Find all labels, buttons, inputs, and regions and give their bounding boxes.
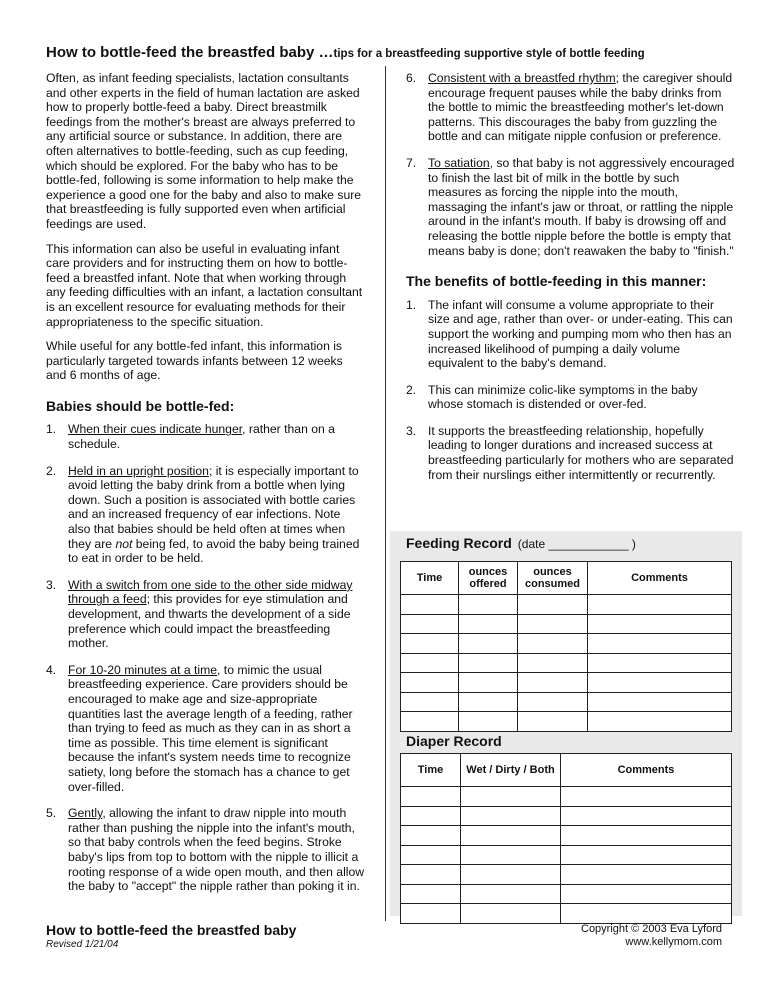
table-cell[interactable] [518,653,588,673]
table-cell[interactable] [588,634,732,654]
item-lead: With a switch from one side to the other side midway through a feed [68,577,353,607]
column-header: ounces consumed [518,562,588,595]
table-cell[interactable] [461,787,561,807]
table-cell[interactable] [459,653,518,673]
item-lead: To satiation [428,155,490,170]
table-cell[interactable] [518,673,588,693]
table-cell[interactable] [401,826,461,846]
diaper-record-title: Diaper Record [406,733,502,749]
diaper-record-table [400,753,732,924]
title-main: How to bottle-feed the breastfed baby … [46,44,334,61]
revised-date: Revised 1/21/04 [46,939,119,950]
list-item [46,464,366,566]
table-cell[interactable] [401,806,461,826]
list-item [406,156,736,258]
table-cell[interactable] [401,904,461,924]
table-row [401,595,732,615]
table-cell[interactable] [588,673,732,693]
table-cell[interactable] [401,865,461,885]
table-row [401,806,732,826]
table-row [401,904,732,924]
copyright: Copyright © 2003 Eva Lyford [581,923,722,935]
item-text: , so that baby is not aggressively encouraged to finish the last bit of milk in the bottle by such measures as forcing the nipple into the mouth, massaging the infant's jaw or throat, or rattling the nipple around in the infant's mouth. If baby is drowsing off and releasing the bottle nipple before the bottle is empty that means baby is done; don't reawaken the baby to "finish." [428,155,735,258]
table-cell[interactable] [459,595,518,615]
title-subtitle: tips for a breastfeeding supportive style of bottle feeding [333,48,645,60]
table-row [401,845,732,865]
table-cell[interactable] [561,865,732,885]
column-divider [385,66,386,921]
column-header: Comments [588,562,732,595]
intro-paragraph: Often, as infant feeding specialists, lactation consultants and other experts in the field of human lactation are asked how to properly bottle-feed a baby. Direct breastmilk feedings from the mother's breast are always preferred to any artificial source or substance. In addition, there are often alternatives to bottle-feeding, such as cup feeding, which should be explored. For the baby who has to be bottle-fed, following is some information to help make the experience a good one for the baby and also to make sure that breastfeeding is fully supported even when artificial feedings are used. [46,71,362,231]
item-lead: For 10-20 minutes at a time [68,662,218,677]
item-text: ; it is especially important to avoid letting the baby drink from a bottle when lying down. Such a position is associated with bottle caries and an increased frequency of ear infections. Note also that babies should be held often at times when they are [68,463,359,551]
item-number: 2. [406,382,417,397]
table-cell[interactable] [561,904,732,924]
footer-title: How to bottle-feed the breastfed baby [46,922,297,938]
feeding-record-date: (date ____________ ) [517,537,636,551]
item-number: 1. [406,297,417,312]
list-item [46,663,366,794]
table-cell[interactable] [518,614,588,634]
feeding-record-label: Feeding Record [406,535,512,551]
item-text: It supports the breastfeeding relationship, hopefully leading to longer durations and increased success at breastfeeding particularly for mothers who are separated from their nurslings either intermittently or recurrently. [428,423,734,482]
item-emphasis: not [115,536,133,551]
table-cell[interactable] [561,787,732,807]
item-text: , allowing the infant to draw nipple into mouth rather than pushing the nipple into the infant's mouth, so that baby controls when the feed begins. Stroke baby's lips from top to bottom with the nipple to illicit a rooting response of a wide open mouth, and then allow the baby to "accept" the nipple rather than poking it in. [68,806,365,894]
table-cell[interactable] [461,865,561,885]
benefits-list [406,298,736,483]
item-text: , rather than on a schedule. [68,422,335,452]
item-lead: When their cues indicate hunger [68,422,243,437]
table-header-row [401,754,732,787]
item-lead: Held in an upright position [68,463,209,478]
table-cell[interactable] [461,806,561,826]
table-cell[interactable] [401,712,459,732]
column-header-wet-dirty-both: Wet / Dirty / Both [461,754,561,787]
item-lead: Gently [68,806,103,821]
table-row [401,787,732,807]
table-cell[interactable] [588,595,732,615]
list-item [406,383,736,412]
table-row [401,673,732,693]
table-cell[interactable] [459,673,518,693]
item-lead: Consistent with a breastfed rhythm [428,71,616,85]
bottlefed-heading: Babies should be bottle-fed: [46,397,235,414]
table-cell[interactable] [561,806,732,826]
table-cell[interactable] [561,884,732,904]
table-row [401,692,732,712]
table-cell[interactable] [401,634,459,654]
table-row [401,865,732,885]
record-panel [390,531,742,916]
bottlefed-list [46,422,366,893]
website: www.kellymom.com [625,936,722,948]
table-cell[interactable] [401,692,459,712]
table-row [401,712,732,732]
page-title [46,44,645,61]
table-cell[interactable] [401,787,461,807]
right-column [406,71,736,494]
item-number: 6. [406,71,417,85]
table-header-row [401,562,732,595]
table-cell[interactable] [518,712,588,732]
list-item [406,71,736,144]
table-cell[interactable] [459,692,518,712]
table-cell[interactable] [461,884,561,904]
item-text: ; this provides for eye stimulation and development, and thwarts the development of a side preference which could impact the breastfeeding mother. [68,592,351,651]
table-cell[interactable] [461,904,561,924]
intro-paragraph: While useful for any bottle-fed infant, this information is particularly targeted towards infants between 12 weeks and 6 months of age. [46,339,343,383]
table-cell[interactable] [561,845,732,865]
column-header: Time [401,562,459,595]
table-cell[interactable] [461,826,561,846]
item-text: , to mimic the usual breastfeeding experience. Care providers should be encouraged to make age and size-appropriate quantities last the average length of a feeding, rather than trying to feed as much as they can in as short a time as possible. This time element is significant because the infant's system needs time to recognize satiety, long before the stomach has a chance to get over-filled. [68,662,353,794]
table-cell[interactable] [401,845,461,865]
feeding-record-table [400,561,732,732]
benefits-heading: The benefits of bottle-feeding in this manner: [406,273,707,290]
copyright-block [581,923,722,949]
left-column [46,71,366,906]
item-number: 5. [46,806,57,821]
table-cell[interactable] [588,712,732,732]
item-text: This can minimize colic-like symptoms in the baby whose stomach is distended or over-fed. [428,382,698,412]
table-cell[interactable] [588,692,732,712]
table-row [401,653,732,673]
item-number: 7. [406,155,417,170]
table-row [401,826,732,846]
table-row [401,614,732,634]
item-text: being fed, to avoid the baby being trained to eat in order to be held. [68,536,360,566]
table-cell[interactable] [401,614,459,634]
list-item [46,806,366,894]
item-text: The infant will consume a volume appropriate to their size and age, rather than over- or under-eating. This can support the working and pumping mom who then has an increased likelihood of pumping a daily volume equivalent to the baby's demand. [428,297,733,371]
table-cell[interactable] [401,595,459,615]
item-number: 1. [46,422,57,437]
table-cell[interactable] [459,712,518,732]
column-header: ounces offered [459,562,518,595]
list-item [406,424,736,482]
table-row [401,634,732,654]
table-cell[interactable] [461,845,561,865]
table-cell[interactable] [401,884,461,904]
item-number: 3. [406,423,417,438]
table-cell[interactable] [588,653,732,673]
column-header: Time [401,754,461,787]
table-cell[interactable] [588,614,732,634]
table-cell[interactable] [518,634,588,654]
intro-paragraph: This information can also be useful in evaluating infant care providers and for instructing them on how to bottle-feed a breastfed infant. Note that when working through any feeding difficulties with an infant, a lactation consultant is an excellent resource for evaluating methods for their appropriateness to the specific situation. [46,241,363,329]
table-cell[interactable] [459,614,518,634]
list-item [46,422,366,451]
feeding-record-title [406,535,636,551]
table-cell[interactable] [401,653,459,673]
item-number: 4. [46,662,57,677]
table-cell[interactable] [518,595,588,615]
table-cell[interactable] [459,634,518,654]
column-header: Comments [561,754,732,787]
item-number: 3. [46,577,57,592]
list-item [46,578,366,651]
item-number: 2. [46,463,57,478]
table-cell[interactable] [401,673,459,693]
table-cell[interactable] [561,826,732,846]
table-cell[interactable] [518,692,588,712]
bottlefed-list-continued [406,71,736,258]
list-item [406,298,736,371]
table-row [401,884,732,904]
item-text: ; the caregiver should encourage frequent pauses while the baby drinks from the bottle to mimic the breastfeeding mother's let-down patterns. This discourages the baby from guzzling the bottle and can mitigate nipple confusion or preference. [428,71,733,144]
